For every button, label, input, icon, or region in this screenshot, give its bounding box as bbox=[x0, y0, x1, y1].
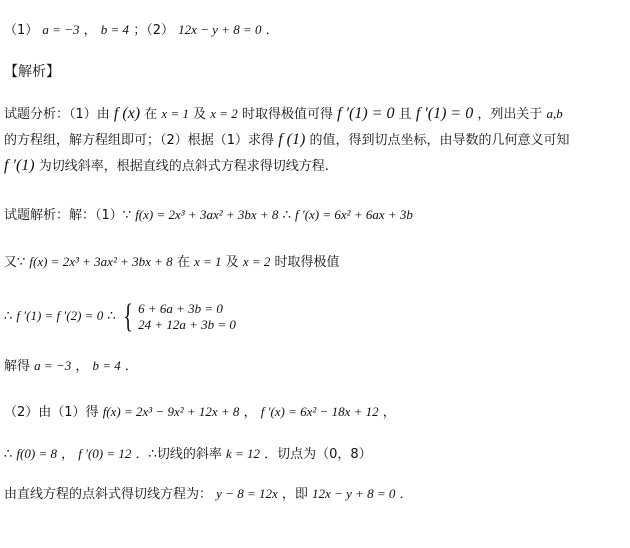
solution-math: f ′(0) = 12 bbox=[78, 446, 132, 461]
solution-math: k = 12 bbox=[225, 446, 261, 461]
solution-text: ．∴切线的斜率 bbox=[135, 447, 222, 462]
solution-math: f ′(x) = 6x² + 6ax + 3b bbox=[295, 207, 413, 222]
solution-text: ∴ bbox=[282, 208, 291, 223]
solution-text: ， bbox=[61, 447, 75, 462]
solution-text: ， bbox=[243, 405, 257, 420]
solution-line-1 bbox=[4, 205, 626, 226]
hint-line-3 bbox=[4, 156, 626, 177]
equation-row: 24 + 12a + 3b = 0 bbox=[138, 316, 236, 332]
hint-math: f ′(1) bbox=[4, 157, 35, 174]
solution-text: 试题解析：解：（1）∵ bbox=[4, 208, 132, 223]
solution-line-5 bbox=[4, 402, 626, 423]
solution-text: 解得 bbox=[4, 359, 31, 374]
answer-tangent-equation: 12x − y + 8 = 0 bbox=[178, 22, 262, 37]
hint-math: f (x) bbox=[113, 105, 141, 122]
solution-math: b = 4 bbox=[92, 358, 121, 373]
answer-end: ． bbox=[265, 23, 279, 38]
solution-math: x = 1 bbox=[193, 254, 222, 269]
hint-text: 及 bbox=[193, 107, 207, 122]
hint-math: f (1) bbox=[278, 131, 306, 148]
hint-math: f ′(1) = 0 bbox=[415, 105, 474, 122]
solution-math: 12x − y + 8 = 0 bbox=[312, 486, 396, 501]
solution-math: y − 8 = 12x bbox=[216, 486, 278, 501]
equation-row: 6 + 6a + 3b = 0 bbox=[138, 300, 223, 316]
solution-text: 时取得极值 bbox=[274, 255, 340, 270]
answer-part2-label: ；（2） bbox=[133, 23, 174, 38]
equation-system bbox=[120, 297, 236, 335]
hint-math: x = 1 bbox=[161, 106, 189, 121]
solution-line-6 bbox=[4, 444, 626, 465]
hint-text: 试题分析：（1）由 bbox=[4, 107, 110, 122]
answer-part1-label: （1） bbox=[4, 23, 39, 38]
answer-b-value: b = 4 bbox=[100, 22, 130, 37]
solution-math: a = −3 bbox=[34, 358, 72, 373]
hint-text: 为切线斜率，根据直线的点斜式方程求得切线方程. bbox=[38, 159, 329, 174]
answer-line bbox=[4, 20, 626, 41]
hint-text: 时取得极值可得 bbox=[241, 107, 333, 122]
hint-math: a,b bbox=[546, 106, 563, 121]
solution-line-4 bbox=[4, 356, 626, 377]
solution-text: 由直线方程的点斜式得切线方程为： bbox=[4, 487, 213, 502]
hint-math: x = 2 bbox=[210, 106, 238, 121]
hint-math: f ′(1) = 0 bbox=[337, 105, 395, 122]
solution-math: x = 2 bbox=[242, 254, 271, 269]
solution-math: f(0) = 8 bbox=[16, 446, 57, 461]
hint-text: 的值，得到切点坐标，由导数的几何意义可知 bbox=[309, 133, 570, 148]
left-brace-icon: { bbox=[123, 297, 133, 335]
hint-text: ，列出关于 bbox=[477, 107, 543, 122]
solution-text: ． bbox=[399, 487, 413, 502]
solution-text: （2）由（1）得 bbox=[4, 405, 99, 420]
solution-text: 在 bbox=[176, 255, 190, 270]
solution-math: f(x) = 2x³ + 3ax² + 3bx + 8 bbox=[29, 254, 173, 269]
solution-text: ， bbox=[382, 405, 396, 420]
solution-line-2 bbox=[4, 252, 626, 273]
solution-math: f ′(x) = 6x² − 18x + 12 bbox=[260, 404, 379, 419]
solution-text: ，即 bbox=[281, 487, 308, 502]
solution-text: 及 bbox=[225, 255, 239, 270]
solution-text: ∴ bbox=[107, 309, 116, 324]
solution-math: f(x) = 2x³ − 9x² + 12x + 8 bbox=[102, 404, 240, 419]
analysis-heading: 【解析】 bbox=[4, 64, 60, 80]
answer-separator: ， bbox=[83, 23, 97, 38]
solution-text: ， bbox=[75, 359, 89, 374]
hint-text: 且 bbox=[398, 107, 412, 122]
solution-math: f ′(1) = f ′(2) = 0 bbox=[16, 308, 104, 323]
solution-line-3 bbox=[4, 296, 626, 336]
solution-line-7 bbox=[4, 484, 626, 505]
hint-text: 在 bbox=[144, 107, 158, 122]
equation-rows bbox=[138, 301, 236, 333]
hint-text: 的方程组，解方程组即可；（2）根据（1）求得 bbox=[4, 133, 275, 148]
solution-text: ．切点为（0，8） bbox=[264, 447, 372, 462]
hint-line-1 bbox=[4, 104, 626, 125]
hint-line-2 bbox=[4, 130, 626, 151]
solution-text: ． bbox=[124, 359, 138, 374]
solution-text: 又∵ bbox=[4, 255, 26, 270]
solution-math: f(x) = 2x³ + 3ax² + 3bx + 8 bbox=[135, 207, 279, 222]
answer-a-value: a = −3 bbox=[42, 22, 80, 37]
solution-text: ∴ bbox=[4, 309, 13, 324]
solution-text: ∴ bbox=[4, 447, 13, 462]
